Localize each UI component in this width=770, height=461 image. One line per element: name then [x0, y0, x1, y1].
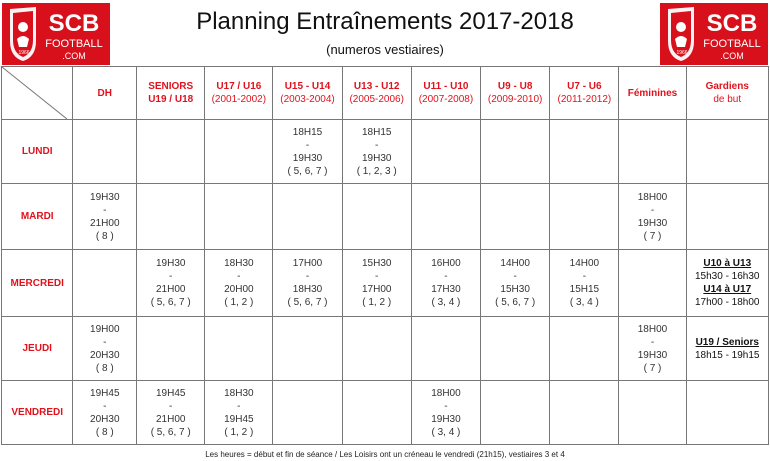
column-header-label: U7 - U6 — [567, 81, 602, 92]
schedule-cell-line: 21H00 — [155, 284, 186, 295]
logo-text-football: FOOTBALL — [703, 38, 761, 50]
schedule-cell-line: - — [169, 271, 173, 282]
schedule-cell — [273, 250, 342, 317]
schedule-cell-line: ( 3, 4 ) — [569, 297, 599, 308]
schedule-cell-line: 19H30 — [637, 217, 668, 229]
footnote: Les heures = début et fin de séance / Les Loisirs ont un créneau le vendredi (21h15), vestiaires 3 et 4 — [205, 450, 565, 459]
schedule-cell-line: ( 5, 6, 7 ) — [287, 165, 328, 177]
schedule-cell-line: ( 1, 2, 3 ) — [356, 165, 397, 177]
column-header-sub: (2009-2010) — [487, 94, 543, 105]
schedule-cell — [619, 250, 686, 317]
schedule-cell-line: - — [305, 139, 310, 151]
schedule-cell-line: 15H15 — [569, 284, 600, 295]
schedule-cell — [342, 317, 411, 381]
schedule-cell — [550, 317, 619, 381]
schedule-cell — [273, 317, 342, 381]
schedule-cell-line: - — [444, 271, 448, 282]
column-header-sub: (2001-2002) — [211, 94, 267, 105]
schedule-cell — [481, 120, 550, 184]
schedule-cell-line: 14H00 — [500, 258, 530, 269]
schedule-cell-line: 18H15 — [361, 126, 392, 138]
schedule-table — [1, 66, 769, 445]
schedule-cell-line: ( 7 ) — [643, 362, 662, 374]
page-title: Planning Entraînements 2017-2018 — [196, 8, 574, 35]
schedule-cell-line: 14H00 — [569, 258, 600, 269]
schedule-cell-line: 17H30 — [431, 284, 461, 295]
schedule-cell-line: 18H00 — [637, 323, 668, 335]
column-header — [619, 67, 686, 120]
column-header-label: U9 - U8 — [497, 81, 533, 92]
schedule-cell — [342, 250, 411, 317]
schedule-cell-line: - — [237, 271, 241, 282]
goalkeeper-cell — [686, 250, 769, 317]
schedule-cell-line: ( 1, 2 ) — [362, 297, 392, 308]
schedule-cell-line: 19H45 — [155, 387, 186, 399]
day-label: LUNDI — [2, 120, 73, 184]
schedule-cell-line: ( 3, 4 ) — [431, 426, 461, 438]
schedule-cell — [550, 184, 619, 250]
header-row — [2, 67, 769, 120]
goalkeeper-group-time: 15h30 - 16h30 — [694, 271, 760, 282]
schedule-cell-line: 18H30 — [224, 258, 254, 269]
schedule-cell-line: ( 5, 6, 7 ) — [150, 297, 191, 308]
schedule-cell-line: 15H30 — [361, 258, 392, 269]
schedule-cell — [73, 184, 137, 250]
schedule-cell — [137, 120, 205, 184]
column-header-sub: (2005-2006) — [349, 94, 404, 105]
day-label: MARDI — [2, 184, 73, 250]
column-header — [205, 67, 273, 120]
goalkeeper-cell — [686, 381, 769, 445]
schedule-cell-line: - — [650, 204, 655, 216]
column-header-label: U17 / U16 — [216, 81, 262, 92]
schedule-cell-line: - — [305, 271, 310, 282]
schedule-cell-line: ( 5, 6, 7 ) — [495, 297, 536, 308]
schedule-cell-line: - — [444, 400, 448, 412]
column-header — [273, 67, 342, 120]
schedule-cell-line: ( 1, 2 ) — [224, 297, 254, 308]
goalkeeper-group-time: 17h00 - 18h00 — [694, 297, 760, 308]
schedule-cell-line: - — [582, 271, 587, 282]
schedule-cell — [73, 120, 137, 184]
corner-cell — [2, 67, 73, 120]
table-row — [2, 120, 769, 184]
logo-text-scb: SCB — [706, 10, 758, 37]
schedule-cell-line: 19H45 — [224, 413, 254, 425]
table-row — [2, 250, 769, 317]
schedule-cell — [411, 184, 480, 250]
schedule-cell-line: 20H30 — [90, 349, 120, 361]
day-label: VENDREDI — [2, 381, 73, 445]
schedule-cell-line: 18H00 — [431, 387, 461, 399]
goalkeeper-group-time: 18h15 - 19h15 — [694, 349, 760, 361]
schedule-cell-line: 17H00 — [361, 284, 392, 295]
column-header-label: U15 - U14 — [284, 81, 331, 92]
table-row — [2, 317, 769, 381]
schedule-cell-line: 19H30 — [431, 413, 461, 425]
column-header-sub: (2003-2004) — [280, 94, 335, 105]
column-header-label: Gardiens — [705, 81, 749, 92]
schedule-cell-line: 20H30 — [90, 413, 120, 425]
schedule-cell — [137, 184, 205, 250]
schedule-cell-line: - — [103, 204, 107, 216]
goalkeeper-cell — [686, 184, 769, 250]
schedule-cell — [411, 317, 480, 381]
schedule-cell — [411, 120, 480, 184]
schedule-cell — [205, 184, 273, 250]
logo-text-com: .COM — [62, 51, 86, 61]
schedule-cell-line: - — [103, 336, 107, 348]
schedule-cell-line: ( 7 ) — [643, 230, 662, 242]
schedule-cell — [619, 184, 686, 250]
schedule-cell — [73, 381, 137, 445]
schedule-cell-line: 17H00 — [292, 258, 323, 269]
schedule-cell-line: - — [513, 271, 517, 282]
day-label: JEUDI — [2, 317, 73, 381]
schedule-cell-line: 19H30 — [637, 349, 668, 361]
schedule-cell-line: 18H30 — [292, 284, 323, 295]
schedule-cell — [73, 317, 137, 381]
schedule-cell — [137, 250, 205, 317]
schedule-cell-line: - — [169, 400, 173, 412]
schedule-cell-line: - — [650, 336, 655, 348]
schedule-cell — [411, 250, 480, 317]
schedule-cell — [137, 381, 205, 445]
column-header-sub: U19 / U18 — [148, 94, 194, 105]
goalkeeper-group-label: U14 à U17 — [703, 284, 752, 295]
logo-text-football: FOOTBALL — [45, 38, 103, 50]
column-header-label: U13 - U12 — [353, 81, 400, 92]
schedule-cell-line: 18H15 — [292, 126, 323, 138]
schedule-cell — [273, 381, 342, 445]
logo-text-year: 1966 — [18, 50, 30, 56]
schedule-cell — [619, 317, 686, 381]
schedule-cell — [342, 381, 411, 445]
schedule-cell — [205, 317, 273, 381]
schedule-cell-line: 19H30 — [361, 152, 392, 164]
logo-text-com: .COM — [720, 51, 744, 61]
schedule-cell-line: 16H00 — [431, 258, 461, 269]
logo-text-scb: SCB — [48, 10, 100, 37]
goalkeeper-cell — [686, 120, 769, 184]
schedule-cell-line: 15H30 — [500, 284, 530, 295]
table-row — [2, 381, 769, 445]
schedule-cell-line: - — [103, 400, 107, 412]
schedule-cell-line: 19H00 — [90, 323, 120, 335]
column-header — [411, 67, 480, 120]
schedule-cell-line: - — [375, 271, 379, 282]
schedule-cell-line: ( 3, 4 ) — [431, 297, 461, 308]
column-header-label: U11 - U10 — [423, 81, 469, 92]
schedule-cell — [481, 317, 550, 381]
column-header-label: DH — [97, 87, 112, 99]
column-header-sub: (2011-2012) — [557, 94, 612, 105]
schedule-cell-line: - — [375, 139, 379, 151]
schedule-cell-line: 21H00 — [90, 217, 120, 229]
column-header-sub: (2007-2008) — [418, 94, 474, 105]
schedule-cell — [137, 317, 205, 381]
column-header — [137, 67, 205, 120]
schedule-cell — [342, 184, 411, 250]
schedule-cell-line: ( 5, 6, 7 ) — [150, 426, 191, 438]
column-header — [481, 67, 550, 120]
column-header-label: Féminines — [627, 87, 678, 99]
schedule-cell-line: ( 8 ) — [95, 362, 114, 374]
goalkeeper-group-label: U19 / Seniors — [695, 336, 759, 348]
column-header — [550, 67, 619, 120]
schedule-cell-line: 18H00 — [637, 191, 668, 203]
schedule-cell-line: 20H00 — [224, 284, 254, 295]
schedule-cell-line: ( 8 ) — [95, 230, 114, 242]
schedule-cell — [481, 184, 550, 250]
column-header-label: SENIORS — [148, 81, 194, 92]
schedule-cell-line: ( 1, 2 ) — [224, 426, 254, 438]
schedule-cell — [411, 381, 480, 445]
schedule-cell — [205, 250, 273, 317]
column-header — [686, 67, 769, 120]
schedule-cell-line: ( 8 ) — [95, 426, 114, 438]
schedule-cell — [73, 250, 137, 317]
logo-text-year: 1966 — [676, 50, 688, 56]
schedule-cell-line: 19H30 — [155, 258, 186, 269]
schedule-cell-line: 19H30 — [292, 152, 323, 164]
schedule-cell-line: 21H00 — [155, 413, 186, 425]
schedule-cell-line: 19H30 — [90, 191, 120, 203]
goalkeeper-cell — [686, 317, 769, 381]
column-header-sub: de but — [713, 94, 742, 105]
schedule-cell — [273, 184, 342, 250]
schedule-cell — [205, 381, 273, 445]
schedule-cell — [619, 381, 686, 445]
schedule-cell — [205, 120, 273, 184]
goalkeeper-group-label: U10 à U13 — [703, 258, 752, 269]
schedule-cell — [550, 120, 619, 184]
schedule-cell-line: 19H45 — [90, 387, 120, 399]
schedule-cell — [342, 120, 411, 184]
schedule-cell — [619, 120, 686, 184]
schedule-cell — [481, 250, 550, 317]
schedule-cell — [550, 250, 619, 317]
column-header — [342, 67, 411, 120]
table-row — [2, 184, 769, 250]
column-header — [73, 67, 137, 120]
schedule-cell-line: - — [237, 400, 241, 412]
schedule-cell — [273, 120, 342, 184]
schedule-cell-line: ( 5, 6, 7 ) — [287, 297, 328, 308]
schedule-cell — [550, 381, 619, 445]
schedule-cell-line: 18H30 — [224, 387, 254, 399]
page-subtitle: (numeros vestiaires) — [326, 42, 444, 57]
schedule-cell — [481, 381, 550, 445]
day-label: MERCREDI — [2, 250, 73, 317]
